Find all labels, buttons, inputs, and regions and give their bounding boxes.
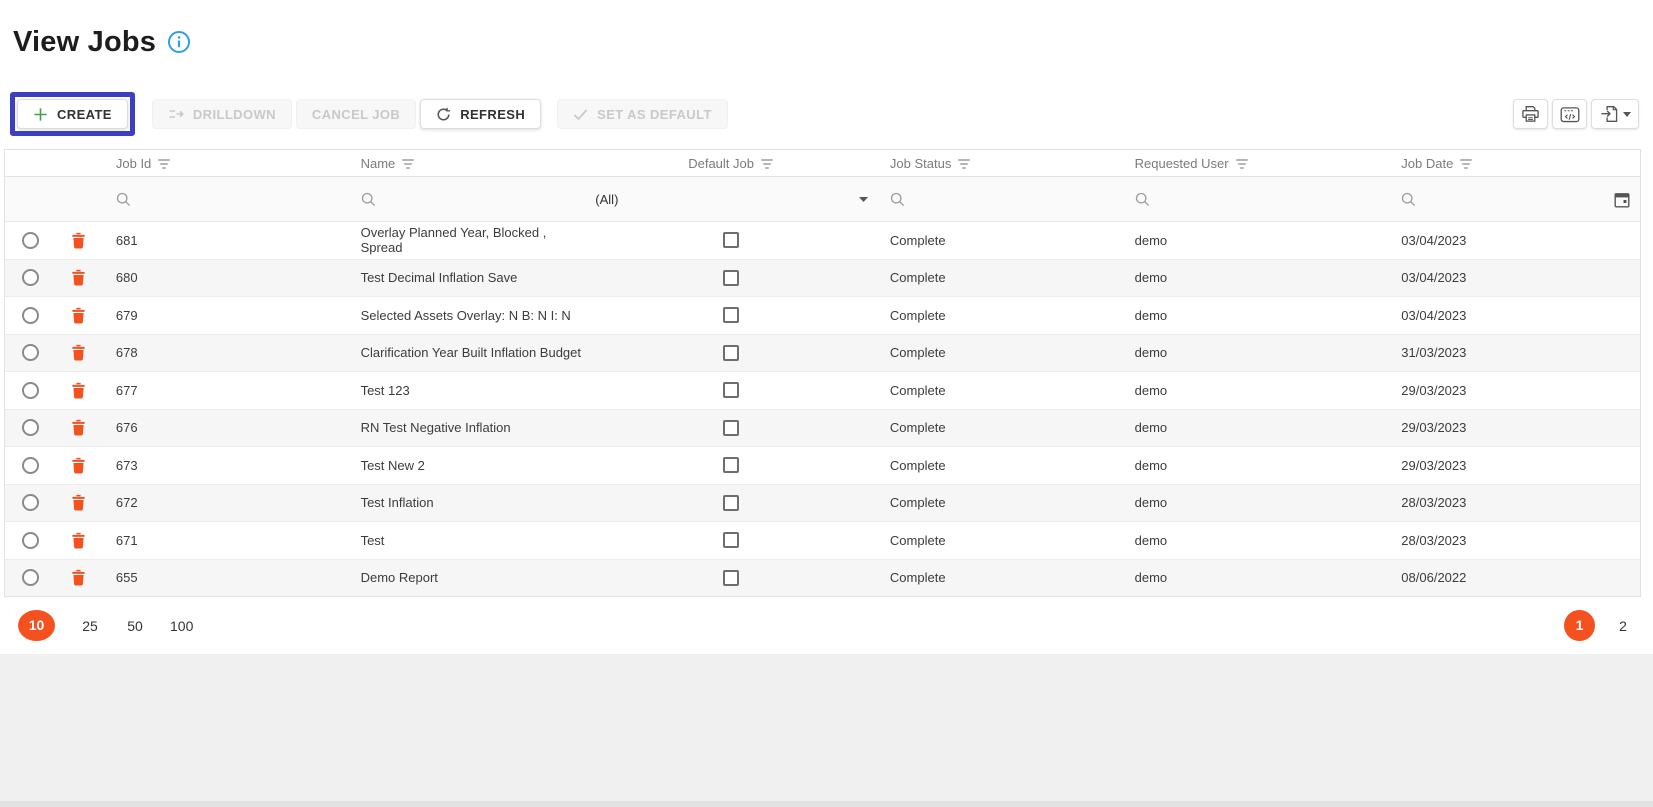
toolbar — [10, 89, 1639, 139]
delete-job-button[interactable] — [71, 307, 86, 324]
delete-job-button[interactable] — [71, 344, 86, 361]
job-status-cell: Complete — [889, 495, 946, 511]
select-row-radio[interactable] — [22, 232, 39, 249]
export-button[interactable] — [1591, 99, 1639, 129]
default-job-checkbox[interactable] — [723, 420, 739, 436]
job-status-filter-input[interactable] — [912, 191, 1056, 208]
drilldown-button — [152, 99, 292, 129]
job-status-cell: Complete — [889, 420, 946, 436]
requested-user-header-label: Requested User — [1134, 155, 1229, 171]
code-export-icon — [1560, 106, 1580, 123]
table-filter-row — [5, 177, 1640, 222]
job-status-cell: Complete — [889, 307, 946, 323]
job-status-cell: Complete — [889, 270, 946, 286]
job-status-header-label: Job Status — [889, 155, 952, 171]
page-1[interactable]: 1 — [1564, 610, 1595, 641]
job-id-cell: 671 — [115, 532, 138, 548]
toolbar-right-group — [1513, 99, 1639, 129]
select-row-radio[interactable] — [22, 494, 39, 511]
default-job-checkbox[interactable] — [723, 345, 739, 361]
name-cell: Demo Report — [360, 570, 438, 586]
header-filter-icon[interactable] — [402, 157, 414, 169]
column-header-name[interactable] — [349, 150, 584, 176]
default-job-checkbox[interactable] — [723, 232, 739, 248]
set-as-default-button — [557, 99, 728, 129]
delete-column-header — [57, 150, 101, 176]
set-as-default-button-label: SET AS DEFAULT — [597, 106, 712, 122]
search-icon — [1401, 192, 1416, 207]
table-row — [5, 372, 1640, 410]
select-row-radio[interactable] — [22, 269, 39, 286]
bottom-edge — [0, 801, 1653, 807]
name-cell: Selected Assets Overlay: N B: N I: N — [360, 307, 571, 323]
header-filter-icon[interactable] — [1460, 157, 1472, 169]
check-icon — [573, 108, 588, 121]
name-filter-input[interactable] — [383, 191, 527, 208]
delete-job-button[interactable] — [71, 232, 86, 249]
table-row — [5, 297, 1640, 335]
table-row — [5, 522, 1640, 560]
header-filter-icon[interactable] — [761, 157, 773, 169]
page-title: View Jobs — [13, 25, 157, 58]
export-doc-icon — [1600, 105, 1618, 123]
table-row — [5, 560, 1640, 597]
cancel-job-button-label: CANCEL JOB — [311, 106, 401, 122]
requested-user-cell: demo — [1134, 420, 1168, 436]
export-data-button[interactable] — [1552, 99, 1587, 129]
column-header-job-status[interactable] — [878, 150, 1121, 176]
job-id-header-label: Job Id — [115, 155, 152, 171]
select-row-radio[interactable] — [22, 382, 39, 399]
select-row-radio[interactable] — [22, 457, 39, 474]
page-size-50[interactable]: 50 — [127, 617, 143, 634]
requested-user-cell: demo — [1134, 570, 1168, 586]
table-row — [5, 222, 1640, 260]
select-row-radio[interactable] — [22, 532, 39, 549]
job-id-cell: 681 — [115, 232, 138, 248]
select-row-radio[interactable] — [22, 344, 39, 361]
job-status-cell: Complete — [889, 457, 946, 473]
name-cell: Test New 2 — [360, 457, 425, 473]
name-cell: Test 123 — [360, 382, 410, 398]
default-job-checkbox[interactable] — [723, 457, 739, 473]
job-id-cell: 678 — [115, 345, 138, 361]
name-cell: Test Inflation — [360, 495, 434, 511]
delete-job-button[interactable] — [71, 457, 86, 474]
refresh-button-label: REFRESH — [460, 106, 526, 122]
default-job-header-label: Default Job — [688, 155, 754, 171]
page-2[interactable]: 2 — [1619, 617, 1627, 634]
select-column-header — [5, 150, 57, 176]
page-header — [0, 0, 1653, 62]
name-cell: RN Test Negative Inflation — [360, 420, 511, 436]
job-date-filter-input[interactable] — [1423, 191, 1567, 208]
table-row — [5, 485, 1640, 523]
create-button[interactable] — [17, 99, 128, 129]
job-date-cell: 31/03/2023 — [1401, 345, 1467, 361]
job-date-cell: 08/06/2022 — [1401, 570, 1467, 586]
delete-job-button[interactable] — [71, 269, 86, 286]
job-id-cell: 655 — [115, 570, 138, 586]
table-body — [5, 222, 1640, 596]
info-icon[interactable] — [167, 30, 191, 54]
default-job-checkbox[interactable] — [723, 570, 739, 586]
create-button-label: CREATE — [57, 106, 112, 122]
job-date-cell: 29/03/2023 — [1401, 457, 1467, 473]
job-id-cell: 680 — [115, 270, 138, 286]
job-id-filter-input[interactable] — [138, 191, 282, 208]
page-size-25[interactable]: 25 — [82, 617, 98, 634]
delete-job-button[interactable] — [71, 494, 86, 511]
default-job-checkbox[interactable] — [723, 495, 739, 511]
refresh-icon — [436, 107, 451, 122]
create-button-highlight — [10, 92, 135, 136]
drilldown-icon — [168, 107, 184, 121]
header-filter-icon[interactable] — [958, 157, 970, 169]
job-status-cell: Complete — [889, 345, 946, 361]
name-cell: Overlay Planned Year, Blocked , Spread — [360, 225, 547, 256]
calendar-icon[interactable] — [1614, 191, 1630, 208]
delete-job-button[interactable] — [71, 419, 86, 436]
name-cell: Test — [360, 532, 385, 548]
table-row — [5, 335, 1640, 373]
caret-down-icon[interactable] — [859, 197, 868, 202]
default-job-filter-select[interactable] — [583, 192, 878, 207]
column-header-requested-user[interactable] — [1121, 150, 1390, 176]
delete-job-button[interactable] — [71, 532, 86, 549]
caret-down-icon — [1623, 112, 1631, 117]
default-job-filter-value: (All) — [595, 191, 619, 207]
job-status-cell: Complete — [889, 570, 946, 586]
page-background — [0, 643, 1653, 801]
delete-job-button[interactable] — [71, 382, 86, 399]
drilldown-button-label: DRILLDOWN — [192, 106, 276, 122]
requested-user-cell: demo — [1134, 495, 1168, 511]
job-date-cell: 28/03/2023 — [1401, 495, 1467, 511]
job-id-cell: 677 — [115, 382, 138, 398]
job-date-cell: 29/03/2023 — [1401, 382, 1467, 398]
job-date-cell: 03/04/2023 — [1401, 307, 1467, 323]
search-icon — [890, 192, 905, 207]
job-id-cell: 672 — [115, 495, 138, 511]
requested-user-filter-input[interactable] — [1157, 191, 1301, 208]
page-navigator — [1564, 610, 1633, 641]
name-cell: Test Decimal Inflation Save — [360, 270, 518, 286]
table-row — [5, 410, 1640, 448]
default-job-checkbox[interactable] — [723, 307, 739, 323]
jobs-table — [4, 149, 1641, 597]
requested-user-cell: demo — [1134, 457, 1168, 473]
job-date-header-label: Job Date — [1401, 155, 1454, 171]
name-header-label: Name — [360, 155, 396, 171]
table-row — [5, 260, 1640, 298]
print-button[interactable] — [1513, 99, 1548, 129]
job-status-cell: Complete — [889, 382, 946, 398]
search-icon — [116, 192, 131, 207]
default-job-checkbox[interactable] — [723, 382, 739, 398]
print-icon — [1521, 105, 1540, 123]
header-filter-icon[interactable] — [158, 157, 170, 169]
column-header-job-id[interactable] — [101, 150, 349, 176]
default-job-checkbox[interactable] — [723, 270, 739, 286]
column-header-job-date[interactable] — [1389, 150, 1640, 176]
name-cell: Clarification Year Built Inflation Budget — [360, 345, 581, 361]
requested-user-cell: demo — [1134, 307, 1168, 323]
job-id-cell: 676 — [115, 420, 138, 436]
job-date-cell: 03/04/2023 — [1401, 270, 1467, 286]
job-id-cell: 673 — [115, 457, 138, 473]
delete-job-button[interactable] — [71, 569, 86, 586]
page-size-10[interactable]: 10 — [18, 610, 55, 641]
page-size-selector — [18, 610, 193, 641]
select-row-radio[interactable] — [22, 307, 39, 324]
header-filter-icon[interactable] — [1236, 157, 1248, 169]
plus-icon — [33, 107, 48, 122]
requested-user-cell: demo — [1134, 232, 1168, 248]
cancel-job-button — [296, 99, 416, 129]
job-date-cell: 29/03/2023 — [1401, 420, 1467, 436]
requested-user-cell: demo — [1134, 345, 1168, 361]
pager — [0, 597, 1653, 654]
requested-user-cell: demo — [1134, 270, 1168, 286]
search-icon — [1135, 192, 1150, 207]
refresh-button[interactable] — [420, 99, 541, 129]
column-header-default-job[interactable] — [583, 150, 878, 176]
page-size-100[interactable]: 100 — [170, 617, 194, 634]
job-id-cell: 679 — [115, 307, 138, 323]
requested-user-cell: demo — [1134, 382, 1168, 398]
job-date-cell: 28/03/2023 — [1401, 532, 1467, 548]
job-status-cell: Complete — [889, 232, 946, 248]
default-job-checkbox[interactable] — [723, 532, 739, 548]
job-status-cell: Complete — [889, 532, 946, 548]
select-row-radio[interactable] — [22, 419, 39, 436]
requested-user-cell: demo — [1134, 532, 1168, 548]
job-date-cell: 03/04/2023 — [1401, 232, 1467, 248]
select-row-radio[interactable] — [22, 569, 39, 586]
search-icon — [361, 192, 376, 207]
table-row — [5, 447, 1640, 485]
table-header-row — [5, 150, 1640, 177]
